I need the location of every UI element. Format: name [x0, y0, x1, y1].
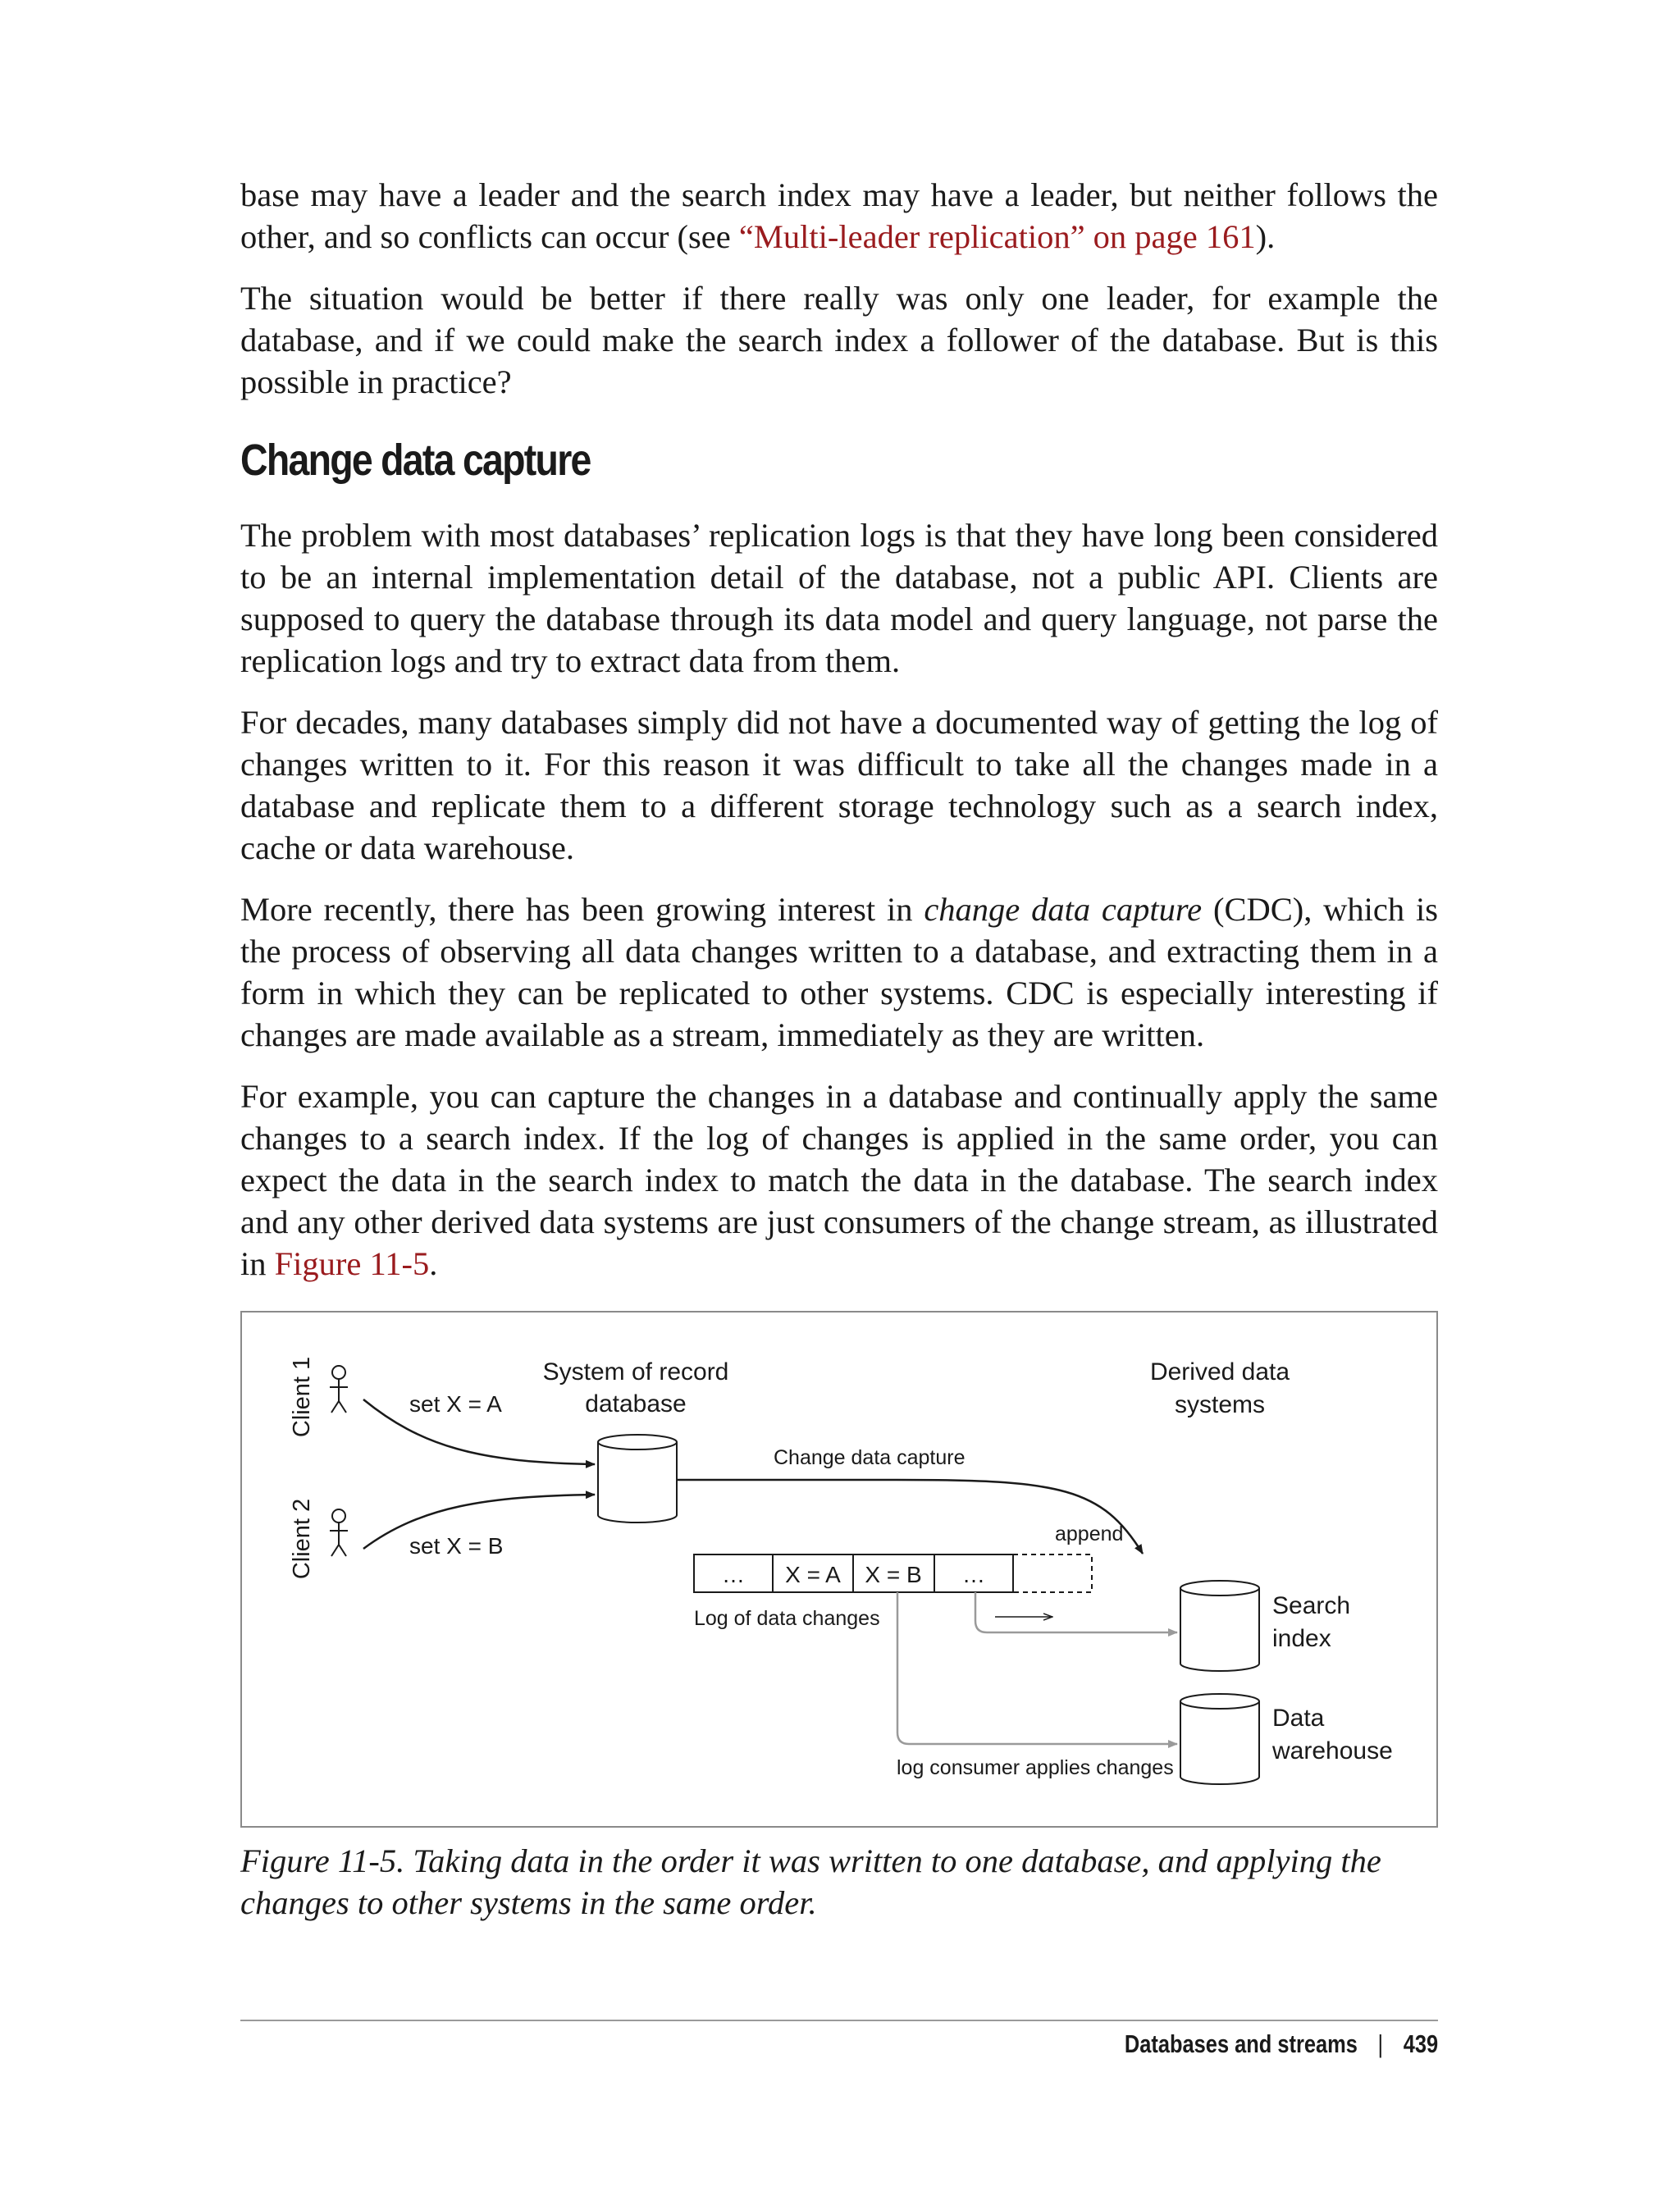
text-run: The situation would be better if there really was only one leader, for example the database, and if we could make the search index a follower of the database. But is this possible in practice? — [240, 280, 1438, 400]
text-run: For decades, many databases simply did not have a documented way of getting the log of changes written to it. For this reason it was difficult to take all the changes made in a database and replicate them to a different storage technology such as a search index, cache or data warehouse. — [240, 704, 1438, 866]
log-label: Log of data changes — [694, 1607, 880, 1630]
log-cell: X = A — [785, 1562, 841, 1587]
system-of-record-label: database — [585, 1390, 687, 1418]
client-1-label: Client 1 — [289, 1356, 315, 1438]
derived-data-label: systems — [1174, 1391, 1266, 1418]
search-index-label: Search — [1272, 1592, 1351, 1619]
paragraph — [240, 701, 1438, 869]
cross-reference-link[interactable]: Figure 11-5 — [274, 1245, 430, 1282]
footer-rule — [240, 2020, 1438, 2021]
consumer-arrow-search — [975, 1592, 1177, 1632]
set-x-a-label: set X = A — [409, 1391, 502, 1417]
footer-separator: | — [1377, 2029, 1383, 2058]
data-warehouse-icon — [1180, 1694, 1259, 1784]
search-index-icon — [1180, 1581, 1259, 1671]
running-footer-title: Databases and streams — [1124, 2029, 1358, 2058]
paragraph — [240, 1075, 1438, 1285]
data-warehouse-label: Data — [1272, 1705, 1325, 1732]
log-of-changes — [694, 1554, 1092, 1592]
section-heading: Change data capture — [240, 436, 591, 485]
text-run: For example, you can capture the changes in a database and continually apply the same changes to a search index. If the log of changes is applied in the same order, you can expect the data in the search index to match the data in the database. The search index and any other derived data systems are just consumers of the change stream, as illustrated in — [240, 1078, 1438, 1282]
person-icon — [330, 1366, 348, 1413]
paragraph — [240, 514, 1438, 682]
search-index-label: index — [1272, 1625, 1331, 1652]
paragraph — [240, 174, 1438, 258]
person-icon — [330, 1509, 348, 1556]
system-of-record-label: System of record — [542, 1358, 729, 1386]
page-number: 439 — [1403, 2029, 1438, 2058]
consumer-arrow-warehouse — [897, 1592, 1177, 1744]
consumer-label: log consumer applies changes — [897, 1756, 1174, 1779]
cross-reference-link[interactable]: “Multi-leader replication” on page 161 — [738, 218, 1256, 255]
cdc-label: Change data capture — [774, 1446, 966, 1469]
text-run: The problem with most databases’ replication logs is that they have long been considered to be an internal implementation detail of the database, not a public API. Clients are supposed to query the database through its data model and query language, not parse the replication logs and try to extract data from them. — [240, 517, 1438, 679]
figure-caption: Figure 11-5. Taking data in the order it was written to one database, and applying the changes to other systems in the same order. — [240, 1842, 1381, 1921]
text-run: More recently, there has been growing interest in — [240, 891, 924, 928]
client-2-label: Client 2 — [289, 1498, 315, 1580]
figure-11-5 — [240, 1311, 1438, 1828]
database-icon — [598, 1435, 677, 1522]
section-body — [240, 514, 1438, 1285]
page-footer — [1125, 2029, 1438, 2059]
text-run: . — [429, 1245, 438, 1282]
log-cell: … — [962, 1562, 985, 1587]
log-cell: … — [722, 1562, 745, 1587]
paragraph — [240, 888, 1438, 1056]
text-run: (CDC), which is the process of observing all data changes written to a database, and extracting them in a form in which they can be replicated to other systems. CDC is especially interesting if changes are made available as a stream, immediately as they are written. — [240, 891, 1438, 1053]
derived-data-label: Derived data — [1149, 1358, 1290, 1386]
log-cell: X = B — [865, 1562, 922, 1587]
append-label: append — [1055, 1522, 1124, 1545]
set-x-b-label: set X = B — [409, 1533, 504, 1559]
intro-block — [240, 174, 1438, 403]
data-warehouse-label: warehouse — [1272, 1737, 1393, 1764]
text-run: ). — [1255, 218, 1276, 255]
paragraph — [240, 277, 1438, 403]
text-run: base may have a leader and the search index may have a leader, but neither follows the other, and so conflicts can occur (see — [240, 176, 1438, 255]
cdc-diagram — [240, 1311, 1438, 1828]
emphasized-term: change data capture — [924, 891, 1203, 928]
